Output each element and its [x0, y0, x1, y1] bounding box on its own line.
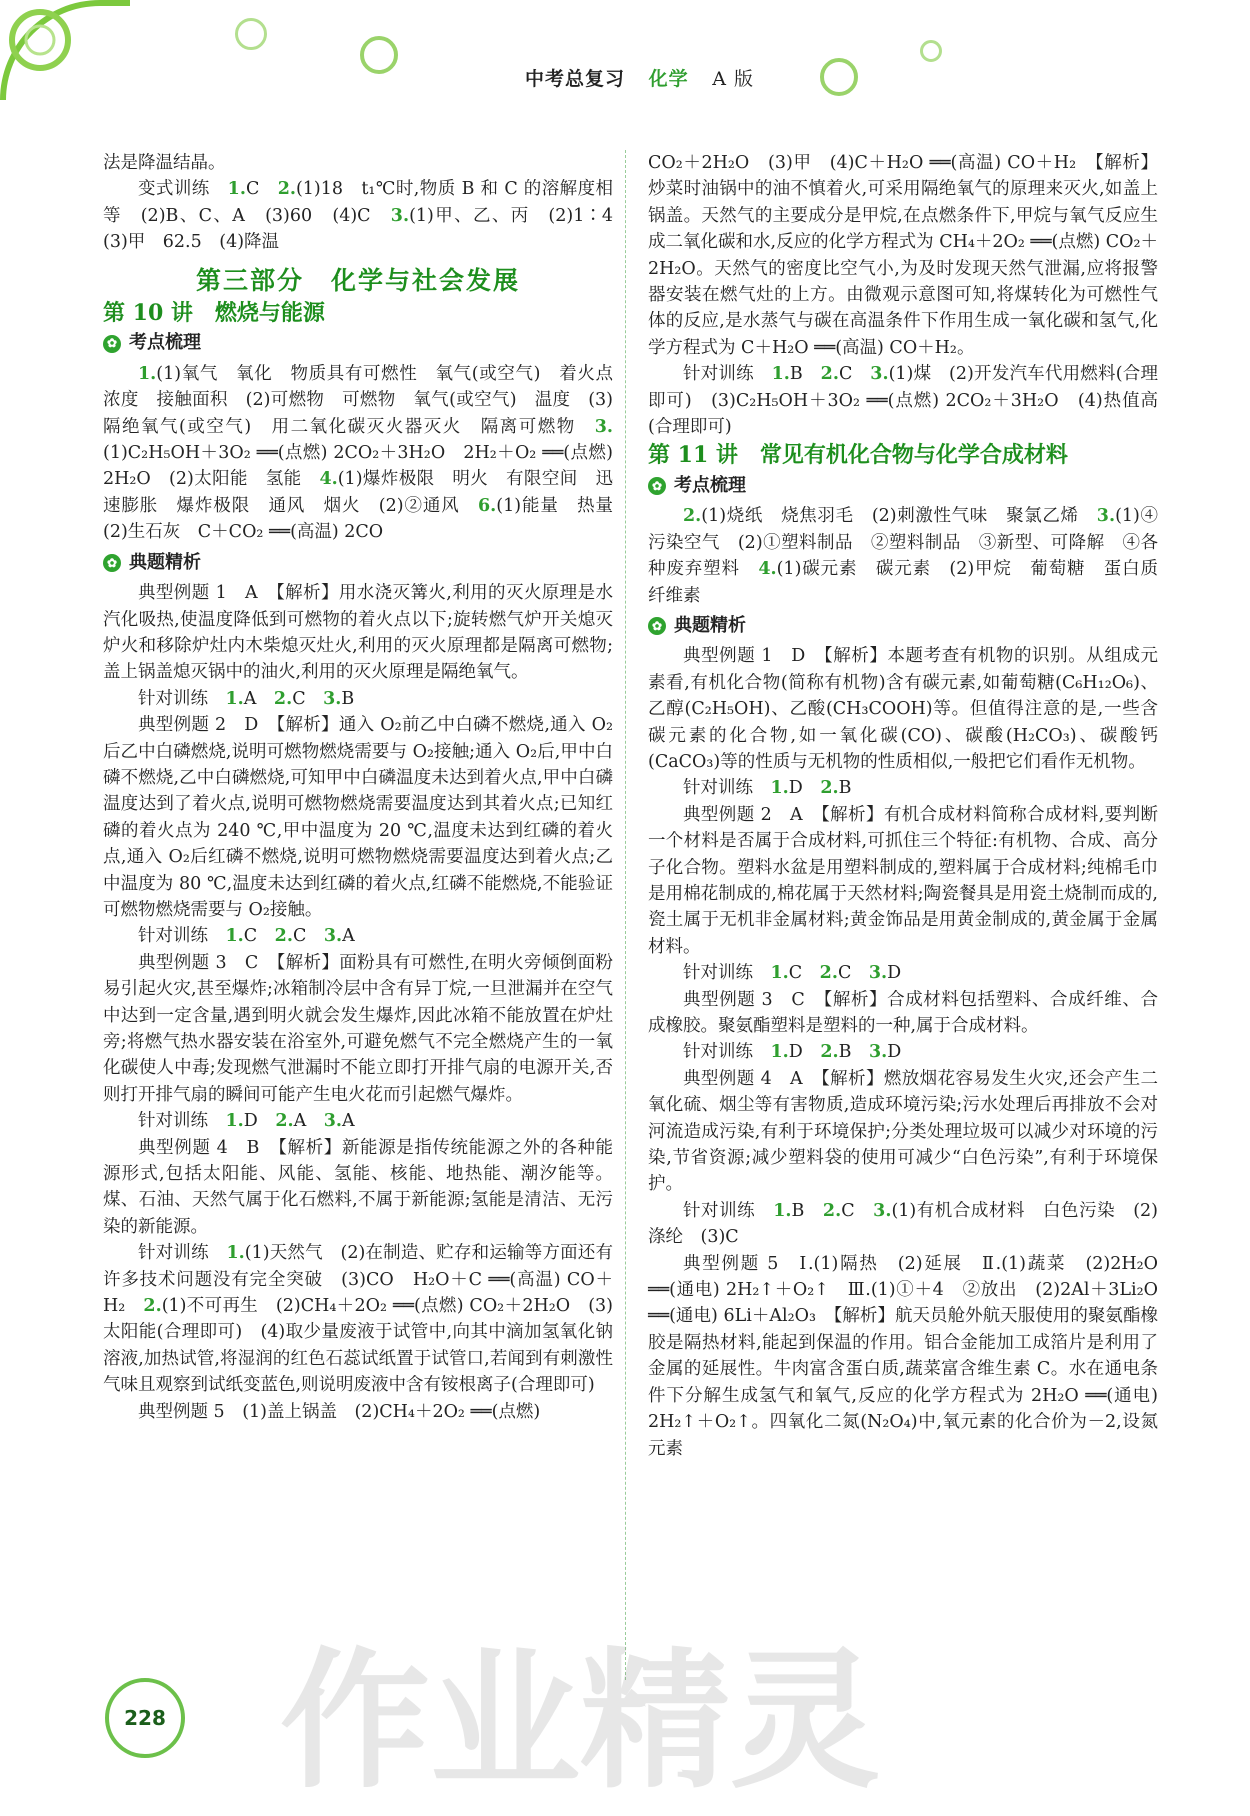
paragraph: 典型例题 2 D 【解析】通入 O₂前乙中白磷不燃烧,通入 O₂后乙中白磷燃烧,说明可燃物燃烧需要与 O₂接触;通入 O₂后,甲中白磷不燃烧,乙中白磷燃烧,可知甲中白磷温度未达到着火点,甲中白磷温度达到了着火点,说明可燃物燃烧需要温度达到其着火点;已知红磷的着火点为 240 ℃,甲中温度为 20 ℃,温度未达到红磷的着火点,通入 O₂后红磷不燃烧,说明可燃物燃烧需要温度达到着火点;乙中温度为 80 ℃,温度未达到红磷的着火点,红磷不能燃烧,不能验证可燃物燃烧需要与 O₂接触。 — [103, 715, 613, 920]
paragraph: 针对训练 1.B 2.C 3.(1)有机合成材料 白色污染 (2)涤纶 (3)C — [648, 1200, 1158, 1248]
green-dot-decoration — [920, 40, 942, 62]
green-dot-decoration — [235, 18, 267, 50]
green-dot-decoration — [820, 58, 858, 96]
paragraph: 典型例题 5 (1)盖上锅盖 (2)CH₄＋2O₂ ══(点燃) — [138, 1401, 541, 1422]
paragraph: 典型例题 1 D 【解析】本题考查有机物的识别。从组成元素看,有机化合物(简称有机物)含有碳元素,如葡萄糖(C₆H₁₂O₆)、乙醇(C₂H₅OH)、乙酸(CH₃COOH)等。但值得注意的是,一些含碳元素的化合物,如一氧化碳(CO)、碳酸(H₂CO₃)、碳酸钙(CaCO₃)等的性质与无机物的性质相似,一般把它们看作无机物。 — [648, 646, 1158, 772]
paragraph: 2.(1)烧纸 烧焦羽毛 (2)刺激性气味 聚氯乙烯 3.(1)④污染空气 (2)①塑料制品 ②塑料制品 ③新型、可降解 ④各种废弃塑料 4.(1)碳元素 碳元素 (2)甲烷 葡萄糖 蛋白质 纤维素 — [648, 506, 1176, 606]
leaf-icon: ✿ — [648, 477, 666, 495]
watermark: 作业精灵 — [280, 1635, 881, 1809]
paragraph: 1.(1)氧气 氧化 物质具有可燃性 氧气(或空气) 着火点 浓度 接触面积 (2)可燃物 可燃物 氧气(或空气) 温度 (3)隔绝氧气(或空气) 用二氧化碳灭火器灭火 隔离可燃物 3.(1)C₂H₅OH＋3O₂ ══(点燃) 2CO₂＋3H₂O 2H₂＋O₂ ══(点燃) 2H₂O (2)太阳能 氢能 4.(1)爆炸极限 明火 有限空间 迅速膨胀 爆炸极限 通风 烟火 (2)②通风 6.(1)能量 热量 (2)生石灰 C＋CO₂ ══(高温) 2CO — [103, 363, 631, 543]
paragraph: 法是降温结晶。 — [103, 153, 226, 173]
paragraph: 针对训练 1.D 2.B 3.D — [683, 1042, 902, 1063]
paragraph: 典型例题 1 A 【解析】用水浇灭篝火,利用的灭火原理是水汽化吸热,使温度降低到可燃物的着火点以下;旋转燃气炉开关熄灭炉火和移除炉灶内木柴熄灭灶火,利用的灭火原理都是隔离可燃物;盖上锅盖熄灭锅中的油火,利用的灭火原理是隔绝氧气。 — [103, 583, 613, 683]
part-title: 第三部分 化学与社会发展 — [195, 265, 520, 295]
paragraph: 针对训练 1.(1)天然气 (2)在制造、贮存和运输等方面还有许多技术问题没有完全突破 (3)CO H₂O＋C ══(高温) CO＋H₂ 2.(1)不可再生 (2)CH₄＋2O₂ ══(点燃) CO₂＋2H₂O (3)太阳能(合理即可) (4)取少量废液于试管中,向其中滴加氢氧化钠溶液,加热试管,将湿润的红色石蕊试纸置于试管口,若闻到有刺激性气味且观察到试纸变蓝色,则说明废液中含有铵根离子(合理即可) — [103, 1243, 614, 1396]
leaf-icon: ✿ — [103, 335, 121, 353]
right-column — [648, 150, 1176, 1462]
paragraph: 典型例题 3 C 【解析】面粉具有可燃性,在明火旁倾倒面粉易引起火灾,甚至爆炸;冰箱制冷层中含有异丁烷,一旦泄漏并在空气中达到一定含量,遇到明火就会发生爆炸,因此冰箱不能放置在炉灶旁;将燃气热水器安装在浴室外,可避免燃气不完全燃烧产生的一氧化碳使人中毒;发现燃气泄漏时不能立即打开排气扇的电源开关,否则打开排气扇的瞬间可能产生电火花而引起燃气爆炸。 — [103, 952, 613, 1105]
corner-decoration — [0, 0, 130, 120]
lecture-title: 第 11 讲 常见有机化合物与化学合成材料 — [648, 442, 1068, 469]
leaf-icon: ✿ — [103, 554, 121, 572]
subject-label: 化学 — [648, 68, 689, 90]
paragraph: 针对训练 1.C 2.C 3.D — [683, 963, 902, 984]
section-heading: ✿ 典题精析 — [648, 613, 1158, 639]
paragraph: 变式训练 1.C 2.(1)18 t₁℃时,物质 B 和 C 的溶解度相等 (2)B、C、A (3)60 (4)C 3.(1)甲、乙、丙 (2)1∶4 (3)甲 62.5 (4)降温 — [103, 179, 631, 253]
edition-label: A 版 — [712, 68, 755, 90]
paragraph: CO₂＋2H₂O (3)甲 (4)C＋H₂O ══(高温) CO＋H₂ 【解析】炒菜时油锅中的油不慎着火,可采用隔绝氧气的原理来灭火,如盖上锅盖。天然气的主要成分是甲烷,在点燃条件下,甲烷与氧气反应生成二氧化碳和水,反应的化学方程式为 CH₄＋2O₂ ══(点燃) CO₂＋2H₂O。天然气的密度比空气小,为及时发现天然气泄漏,应将报警器安装在燃气灶的上方。由微观示意图可知,将煤转化为可燃性气体的反应,是水蒸气与碳在高温条件下作用生成一氧化碳和氢气,化学方程式为 C＋H₂O ══(高温) CO＋H₂。 — [648, 153, 1158, 358]
paragraph: 典型例题 4 A 【解析】燃放烟花容易发生火灾,还会产生二氧化硫、烟尘等有害物质,造成环境污染;污水处理后再排放不会对河流造成污染,有利于环境保护;分类处理垃圾可以减少对环境的污染,节省资源;减少塑料袋的使用可减少“白色污染”,有利于环境保护。 — [648, 1068, 1158, 1195]
book-title: 中考总复习 — [525, 68, 626, 90]
paragraph: 典型例题 4 B 【解析】新能源是指传统能源之外的各种能源形式,包括太阳能、风能、氢能、核能、地热能、潮汐能等。煤、石油、天然气属于化石燃料,不属于新能源;氢能是清洁、无污染的新能源。 — [103, 1137, 613, 1237]
paragraph: 针对训练 1.D 2.A 3.A — [138, 1111, 355, 1132]
section-heading: ✿ 考点梳理 — [103, 330, 613, 356]
page-header — [525, 64, 754, 91]
lecture-title: 第 10 讲 燃烧与能源 — [103, 300, 325, 327]
paragraph: 针对训练 1.C 2.C 3.A — [138, 926, 355, 947]
paragraph: 典型例题 5 Ⅰ.(1)隔热 (2)延展 Ⅱ.(1)蔬菜 (2)2H₂O ══(通电) 2H₂↑＋O₂↑ Ⅲ.(1)①＋4 ②放出 (2)2Al＋3Li₂O ══(通电) 6Li＋Al₂O₃ 【解析】航天员舱外航天服使用的聚氨酯橡胶是隔热材料,能起到保温的作用。铝合金能加工成箔片是利用了金属的延展性。牛肉富含蛋白质,蔬菜富含维生素 C。水在通电条件下分解生成氢气和氧气,反应的化学方程式为 2H₂O ══(通电) 2H₂↑＋O₂↑。四氧化二氮(N₂O₄)中,氧元素的化合价为－2,设氮元素 — [648, 1253, 1158, 1459]
paragraph: 典型例题 2 A 【解析】有机合成材料简称合成材料,要判断一个材料是否属于合成材料,可抓住三个特征:有机物、合成、高分子化合物。塑料水盆是用塑料制成的,塑料属于合成材料;纯棉毛巾是用棉花制成的,棉花属于天然材料;陶瓷餐具是用瓷土烧制而成的,瓷土属于无机非金属材料;黄金饰品是用黄金制成的,黄金属于金属材料。 — [648, 804, 1158, 957]
paragraph: 针对训练 1.B 2.C 3.(1)煤 (2)开发汽车代用燃料(合理即可) (3)C₂H₅OH＋3O₂ ══(点燃) 2CO₂＋3H₂O (4)热值高(合理即可) — [648, 364, 1159, 438]
leaf-icon: ✿ — [648, 617, 666, 635]
left-column — [103, 150, 631, 1425]
page-number: 228 — [105, 1678, 185, 1758]
section-heading: ✿ 考点梳理 — [648, 473, 1158, 499]
paragraph: 针对训练 1.A 2.C 3.B — [138, 688, 355, 709]
section-heading: ✿ 典题精析 — [103, 550, 613, 576]
paragraph: 典型例题 3 C 【解析】合成材料包括塑料、合成纤维、合成橡胶。聚氨酯塑料是塑料的一种,属于合成材料。 — [648, 989, 1158, 1036]
green-dot-decoration — [360, 36, 398, 74]
paragraph: 针对训练 1.D 2.B — [683, 778, 852, 799]
